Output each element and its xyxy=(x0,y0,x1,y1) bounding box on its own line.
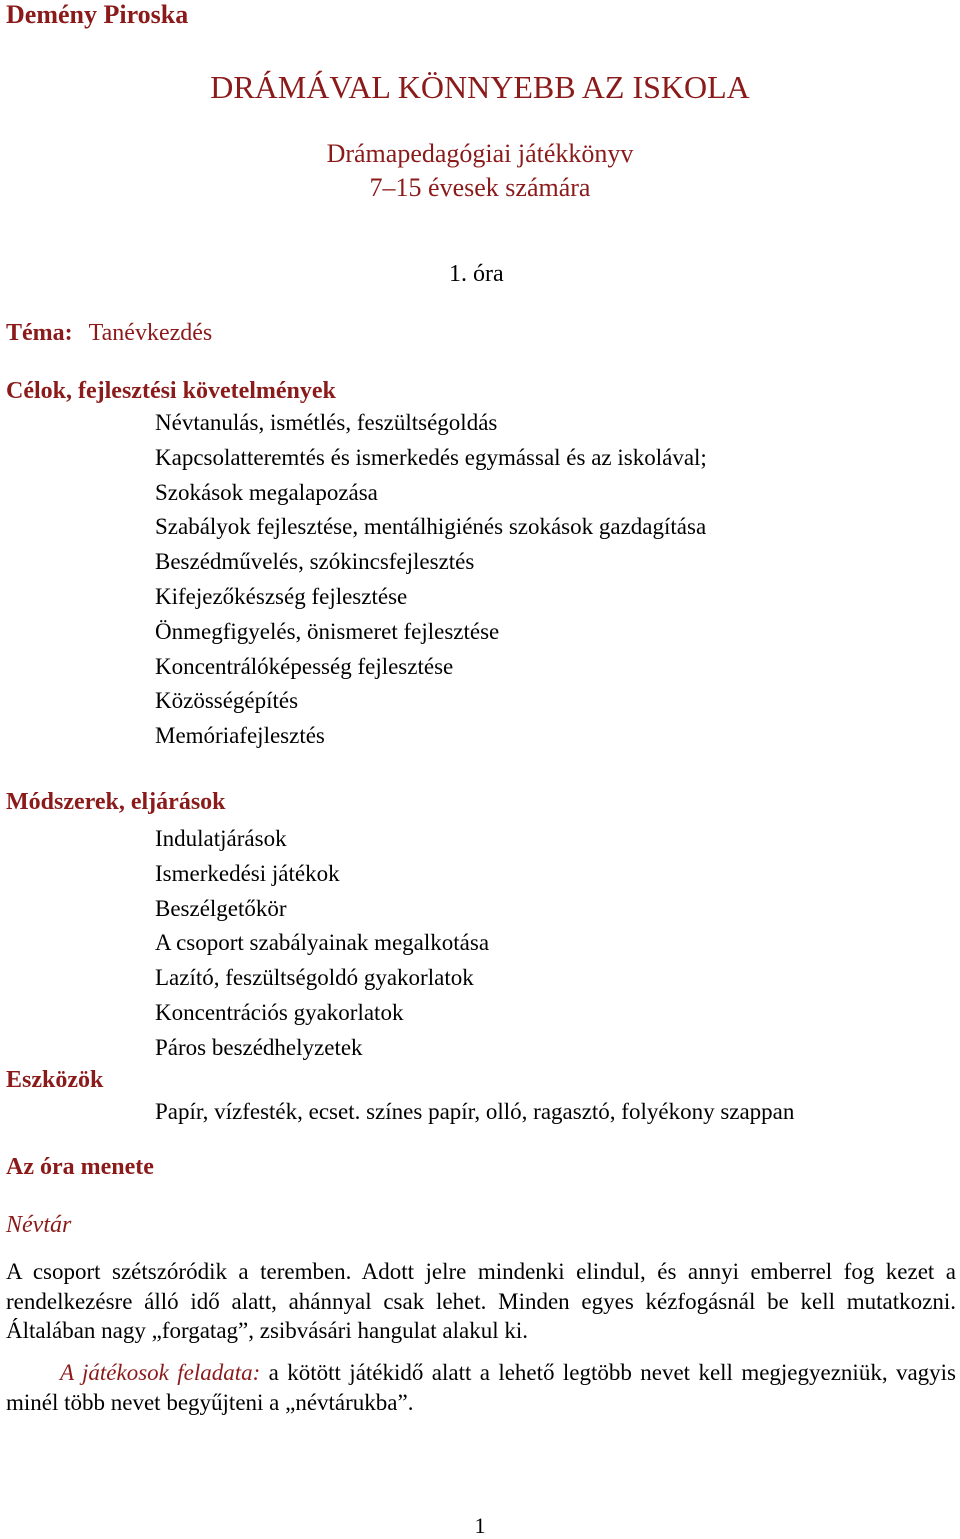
lesson-number: 1. óra xyxy=(449,261,504,287)
page-number: 1 xyxy=(474,1513,486,1538)
task-label: A játékosok feladata: xyxy=(60,1360,261,1385)
author-name: Demény Piroska xyxy=(6,0,189,29)
list-item: Önmegfigyelés, önismeret fejlesztése xyxy=(155,618,500,644)
goals-list xyxy=(155,406,707,754)
theme-label: Téma: xyxy=(6,320,73,346)
list-item: Koncentrációs gyakorlatok xyxy=(155,999,404,1025)
task-text: a kötött játékidő alatt a lehető legtöbb nevet kell megjegyezniük, vagyis minél több nevet begyűjteni a „névtárukba”. xyxy=(6,1360,956,1415)
game-title: Névtár xyxy=(6,1212,72,1238)
list-item: Beszédművelés, szókincsfejlesztés xyxy=(155,549,475,575)
list-item: Papír, vízfesték, ecset. színes papír, olló, ragasztó, folyékony szappan xyxy=(155,1099,795,1124)
subtitle-line-1: Drámapedagógiai játékkönyv xyxy=(326,139,634,168)
game-task xyxy=(6,1358,956,1417)
list-item: Memóriafejlesztés xyxy=(155,723,325,749)
subtitle-line-2: 7–15 évesek számára xyxy=(369,173,591,202)
list-item: Indulatjárások xyxy=(155,826,287,851)
goals-heading: Célok, fejlesztési követelmények xyxy=(6,378,336,404)
list-item: Szabályok fejlesztése, mentálhigiénés szokások gazdagítása xyxy=(155,514,707,540)
list-item: Koncentrálóképesség fejlesztése xyxy=(155,653,454,679)
tools-list xyxy=(155,1095,794,1130)
game-description: A csoport szétszóródik a teremben. Adott jelre mindenki elindul, és annyi emberrel fog kezet a rendelkezésre álló idő alatt, ahánnyal csak lehet. Minden egyes kézfogásnál be kell mutatkozni. Általában nagy „forgatag”, zsibvásári hangulat alakul ki. xyxy=(6,1259,956,1343)
list-item: Ismerkedési játékok xyxy=(155,860,340,886)
book-subtitle xyxy=(0,137,960,205)
list-item: Kapcsolatteremtés és ismerkedés egymással és az iskolával; xyxy=(155,444,707,470)
list-item: Páros beszédhelyzetek xyxy=(155,1034,363,1060)
tools-heading: Eszközök xyxy=(6,1067,104,1093)
methods-list xyxy=(155,822,489,1066)
list-item: Szokások megalapozása xyxy=(155,479,378,505)
list-item: Névtanulás, ismétlés, feszültségoldás xyxy=(155,410,498,435)
list-item: Beszélgetőkör xyxy=(155,895,287,921)
list-item: Kifejezőkészség fejlesztése xyxy=(155,583,408,609)
list-item: A csoport szabályainak megalkotása xyxy=(155,930,490,956)
theme-row xyxy=(6,320,212,347)
list-item: Közösségépítés xyxy=(155,688,299,714)
book-title: DRÁMÁVAL KÖNNYEBB AZ ISKOLA xyxy=(210,69,750,105)
theme-value: Tanévkezdés xyxy=(88,320,213,346)
methods-heading: Módszerek, eljárások xyxy=(6,789,226,815)
list-item: Lazító, feszültségoldó gyakorlatok xyxy=(155,965,474,991)
lesson-flow-heading: Az óra menete xyxy=(6,1154,154,1180)
